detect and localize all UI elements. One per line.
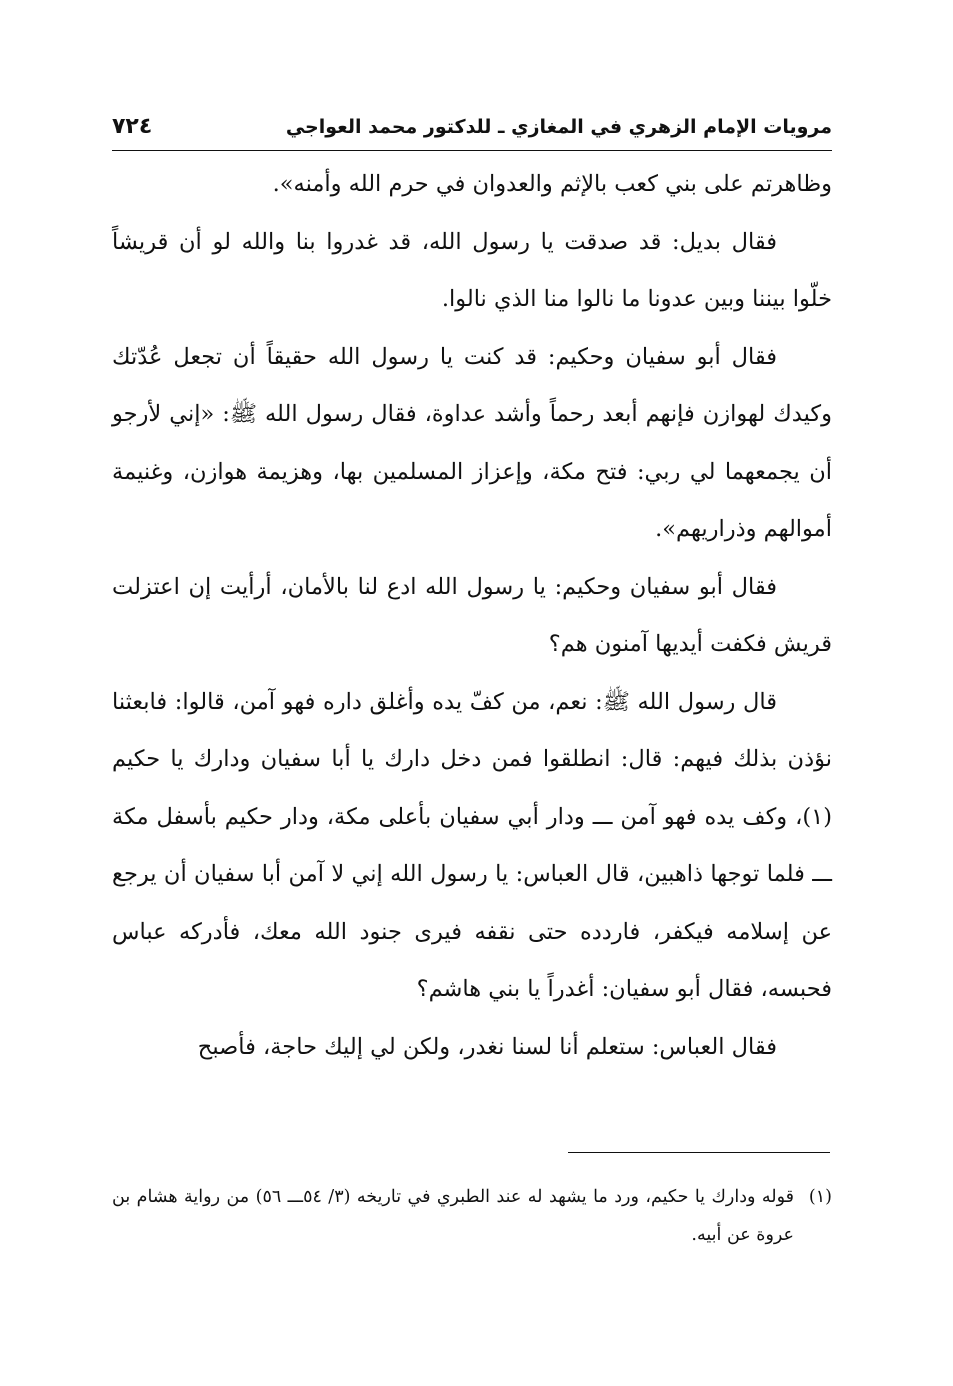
paragraph-1: وظاهرتم على بني كعب بالإثم والعدوان في حرم الله وأمنه». bbox=[272, 171, 832, 197]
paragraph-3: فقال أبو سفيان وحكيم: قد كنت يا رسول الله حقيقاً أن تجعل عُدّتك وكيدك لهوازن فإنهم أبعد رحماً وأشد عداوة، فقال رسول الله ﷺ: «إني لأرجو أن يجمعهما لي ربي: فتح مكة، وإعزاز المسلمين بها، وهزيمة هوازن، وغنيمة أموالهم وذراريهم». bbox=[112, 343, 832, 542]
footnote-separator bbox=[568, 1152, 830, 1153]
body-text bbox=[112, 156, 832, 1076]
paragraph-4: فقال أبو سفيان وحكيم: يا رسول الله ادع لنا بالأمان، أرأيت إن اعتزلت قريش فكفت أيديها آمنون هم؟ bbox=[112, 573, 832, 657]
page-number: ٧٢٤ bbox=[112, 114, 153, 139]
footnote-marker: (١) bbox=[808, 1187, 832, 1207]
running-header bbox=[112, 110, 832, 151]
paragraph-2: فقال بديل: قد صدقت يا رسول الله، قد غدروا بنا والله لو أن قريشاً خلّوا بيننا وبين عدونا ما نالوا منا الذي نالوا. bbox=[112, 228, 832, 312]
paragraph-5: قال رسول الله ﷺ: نعم، من كفّ يده وأغلق داره فهو آمن، قالوا: فابعثنا نؤذن بذلك فيهم: قال: انطلقوا فمن دخل دارك يا أبا سفيان ودارك يا حكيم (١)، وكف يده فهو آمن ـــ ودار أبي سفيان بأعلى مكة، ودار حكيم بأسفل مكة ـــ فلما توجها ذاهبين، قال العباس: يا رسول الله إني لا آمن أبا سفيان أن يرجع عن إسلامه فيكفر، فاردده حتى نقفه فيرى جنود الله معك، فأدركه عباس فحبسه، فقال أبو سفيان: أغدراً يا بني هاشم؟ bbox=[112, 688, 832, 1002]
footnote-text: قوله ودارك يا حكيم، ورد ما يشهد له عند الطبري في تاريخه (٣/ ٥٤ـــ ٥٦) من رواية هشام بن عروة عن أبيه. bbox=[112, 1187, 794, 1245]
footnote-1 bbox=[112, 1178, 832, 1254]
paragraph-6: فقال العباس: ستعلم أنا لسنا نغدر، ولكن لي إليك حاجة، فأصبح bbox=[197, 1033, 777, 1060]
footnotes bbox=[112, 1178, 832, 1254]
header-title: مرويات الإمام الزهري في المغازي ـ للدكتور محمد العواجي bbox=[285, 116, 832, 138]
